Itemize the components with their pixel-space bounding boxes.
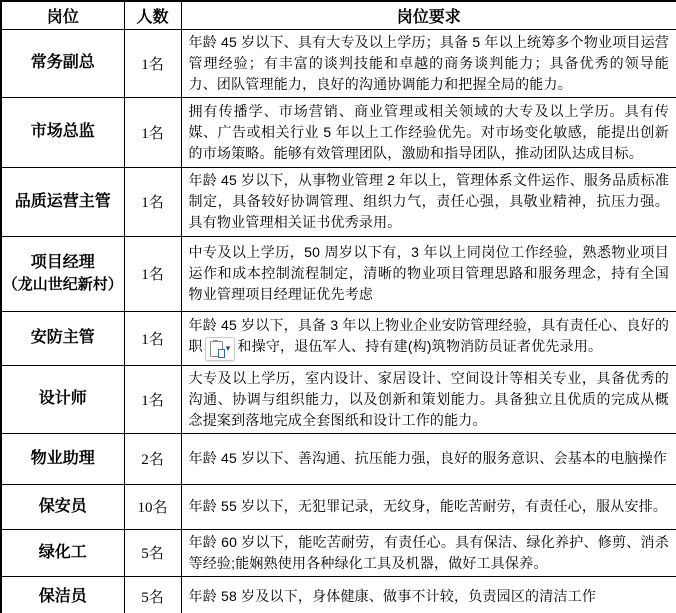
requirements-cell: 年龄 60 岁以下，能吃苦耐劳，有责任心。具有保洁、绿化养护、修剪、消杀等经验;能娴熟使用各种绿化工具及机器，做好工具保养。 bbox=[181, 529, 676, 576]
requirements-cell: 大专及以上学历，室内设计、家居设计、空间设计等相关专业，具备优秀的沟通、协调与组织能力，以及创新和策划能力。具备独立且优质的完成从概念提案到落地完成全套图纸和设计工作的能力。 bbox=[181, 365, 676, 433]
requirements-cell: 拥有传播学、市场营销、商业管理或相关领域的大专及以上学历。具有传媒、广告或相关行业 5 年以上工作经验优先。对市场变化敏感，能提出创新的市场策略。能够有效管理团队，激励和指导团队，推动团队达成目标。 bbox=[181, 97, 676, 167]
position-cell: 市场总监 bbox=[1, 97, 124, 167]
count-cell: 1名 bbox=[124, 167, 181, 236]
position-cell: 安防主管 bbox=[1, 311, 124, 365]
position-cell: 常务副总 bbox=[1, 29, 124, 97]
table-header-row bbox=[1, 1, 676, 29]
header-count: 人数 bbox=[124, 1, 181, 29]
position-cell: 品质运营主管 bbox=[1, 167, 124, 236]
requirements-cell: 年龄 58 岁及以下，身体健康、做事不计较，负责园区的清洁工作 bbox=[181, 576, 676, 613]
count-cell: 1名 bbox=[124, 97, 181, 167]
table-row bbox=[1, 167, 676, 236]
position-cell bbox=[1, 236, 124, 311]
table-row bbox=[1, 365, 676, 433]
position-cell: 物业助理 bbox=[1, 433, 124, 484]
requirements-cell: 年龄 45 岁以下、善沟通、抗压能力强，良好的服务意识、会基本的电脑操作 bbox=[181, 433, 676, 484]
count-cell: 2名 bbox=[124, 433, 181, 484]
header-requirements: 岗位要求 bbox=[181, 1, 676, 29]
requirements-cell bbox=[181, 311, 676, 365]
requirements-cell: 年龄 55 岁以下，无犯罪记录，无纹身，能吃苦耐劳，有责任心，服从安排。 bbox=[181, 484, 676, 529]
table-row bbox=[1, 484, 676, 529]
count-cell: 5名 bbox=[124, 529, 181, 576]
requirements-text-before: 年龄 45 岁以下，具备 3 年以上物业企业安防管理经验，具有责任心、良好的职 bbox=[188, 317, 670, 354]
position-line2: （龙山世纪新村） bbox=[2, 275, 123, 293]
position-cell: 设计师 bbox=[1, 365, 124, 433]
table-row bbox=[1, 311, 676, 365]
position-cell: 绿化工 bbox=[1, 529, 124, 576]
chevron-down-icon[interactable]: ▾ bbox=[225, 344, 231, 354]
table-row bbox=[1, 236, 676, 311]
count-cell: 1名 bbox=[124, 29, 181, 97]
requirements-cell: 中专及以上学历，50 周岁以下有，3 年以上同岗位工作经验，熟悉物业项目运作和成本控制流程制定，清晰的物业项目管理思路和服务理念，持有全国物业管理项目经理证优先考虑 bbox=[181, 236, 676, 311]
position-line1: 项目经理 bbox=[30, 253, 95, 271]
position-cell: 保安员 bbox=[1, 484, 124, 529]
table-row bbox=[1, 97, 676, 167]
paste-options-button[interactable] bbox=[205, 337, 236, 361]
count-cell: 10名 bbox=[124, 484, 181, 529]
position-cell: 保洁员 bbox=[1, 576, 124, 613]
count-cell: 5名 bbox=[124, 576, 181, 613]
clipboard-paste-icon bbox=[210, 341, 223, 357]
table-row bbox=[1, 433, 676, 484]
header-position: 岗位 bbox=[1, 1, 124, 29]
table-row bbox=[1, 529, 676, 576]
requirements-text-after: 和操守，退伍军人、持有建(构)筑物消防员证者优先录用。 bbox=[237, 338, 603, 354]
table-row bbox=[1, 576, 676, 613]
count-cell: 1名 bbox=[124, 365, 181, 433]
requirements-cell: 年龄 45 岁以下，从事物业管理 2 年以上，管理体系文件运作、服务品质标准制定，具备较好协调管理、组织力气，责任心强，具敬业精神，抗压力强。具有物业管理相关证书优秀录用。 bbox=[181, 167, 676, 236]
count-cell: 1名 bbox=[124, 236, 181, 311]
count-cell: 1名 bbox=[124, 311, 181, 365]
table-row bbox=[1, 29, 676, 97]
requirements-cell: 年龄 45 岁以下、具有大专及以上学历；具备 5 年以上统筹多个物业项目运营管理经验；有丰富的谈判技能和卓越的商务谈判能力；具备优秀的领导能力、团队管理能力，良好的沟通协调能力和把握全局的能力。 bbox=[181, 29, 676, 97]
